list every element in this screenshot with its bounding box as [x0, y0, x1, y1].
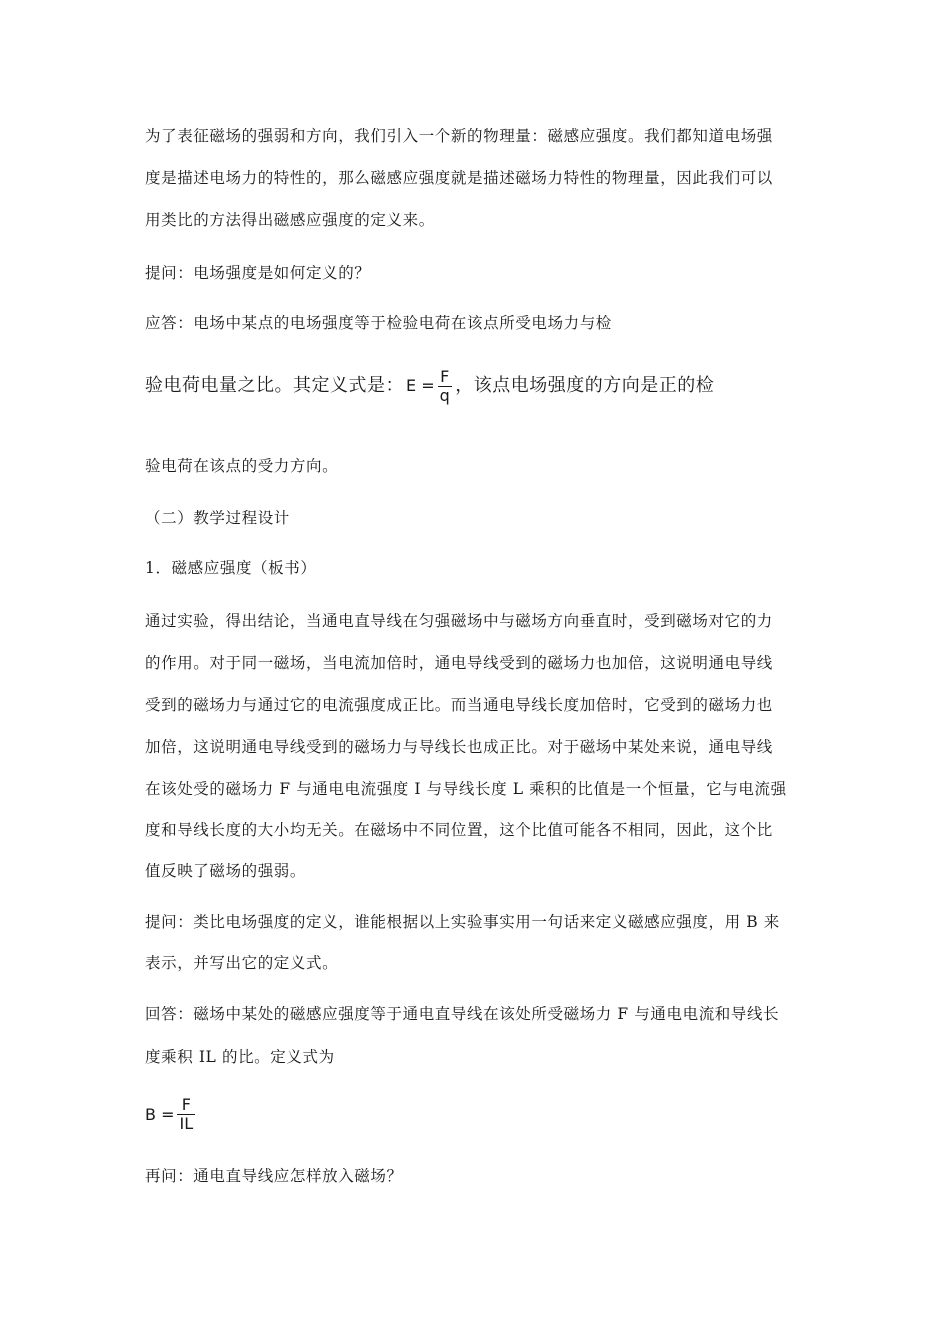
paragraph-experiment-line-7: 值反映了磁场的强弱。: [145, 862, 307, 880]
answer-1-line-3: 验电荷在该点的受力方向。: [145, 457, 339, 475]
question-1: 提问：电场强度是如何定义的？: [145, 264, 371, 282]
subsection-heading: 1．磁感应强度（板书）: [145, 559, 317, 577]
paragraph-intro-line-2: 度是描述电场力的特性的，那么磁感应强度就是描述磁场力特性的物理量，因此我们可以: [145, 169, 773, 187]
electric-field-formula-lhs: E =: [406, 376, 435, 395]
paragraph-intro-line-1: 为了表征磁场的强弱和方向，我们引入一个新的物理量：磁感应强度。我们都知道电场强: [145, 127, 773, 145]
question-2-line-2: 表示，并写出它的定义式。: [145, 954, 339, 972]
paragraph-experiment-line-2: 的作用。对于同一磁场，当电流加倍时，通电导线受到的磁场力也加倍，这说明通电导线: [145, 654, 773, 672]
fraction-denominator: IL: [179, 1114, 194, 1133]
paragraph-experiment-line-3: 受到的磁场力与通过它的电流强度成正比。而当通电导线长度加倍时，它受到的磁场力也: [145, 696, 773, 714]
question-3: 再问：通电直导线应怎样放入磁场？: [145, 1167, 403, 1185]
fraction-numerator: F: [181, 1095, 191, 1114]
paragraph-experiment-line-5: 在该处受的磁场力 F 与通电电流强度 I 与导线长度 L 乘积的比值是一个恒量，它与电流强: [145, 780, 787, 798]
answer-2-line-1: 回答：磁场中某处的磁感应强度等于通电直导线在该处所受磁场力 F 与通电电流和导线长: [145, 1005, 780, 1023]
paragraph-experiment-line-1: 通过实验，得出结论，当通电直导线在匀强磁场中与磁场方向垂直时，受到磁场对它的力: [145, 612, 773, 630]
answer-1-line-2-text-before: 验电荷电量之比。其定义式是：: [145, 375, 404, 396]
magnetic-formula-lhs: B =: [145, 1105, 175, 1124]
fraction-denominator: q: [439, 385, 451, 405]
paragraph-experiment-line-4: 加倍，这说明通电导线受到的磁场力与导线长也成正比。对于磁场中某处来说，通电导线: [145, 738, 773, 756]
answer-1-line-1: 应答：电场中某点的电场强度等于检验电荷在该点所受电场力与检: [145, 314, 612, 332]
question-2-line-1: 提问：类比电场强度的定义，谁能根据以上实验事实用一句话来定义磁感应强度，用 B 来: [145, 913, 780, 931]
fraction-numerator: F: [440, 366, 450, 386]
magnetic-induction-formula: [145, 1096, 198, 1133]
paragraph-experiment-line-6: 度和导线长度的大小均无关。在磁场中不同位置，这个比值可能各不相同，因此，这个比: [145, 821, 773, 839]
answer-1-line-2: [145, 366, 714, 406]
answer-2-line-2: 度乘积 IL 的比。定义式为: [145, 1048, 335, 1066]
answer-1-line-2-text-after: ，该点电场强度的方向是正的检: [455, 375, 715, 396]
section-heading: （二）教学过程设计: [145, 509, 290, 527]
paragraph-intro-line-3: 用类比的方法得出磁感应强度的定义来。: [145, 211, 435, 229]
electric-field-fraction: [438, 368, 453, 405]
magnetic-formula-fraction: [177, 1096, 195, 1133]
